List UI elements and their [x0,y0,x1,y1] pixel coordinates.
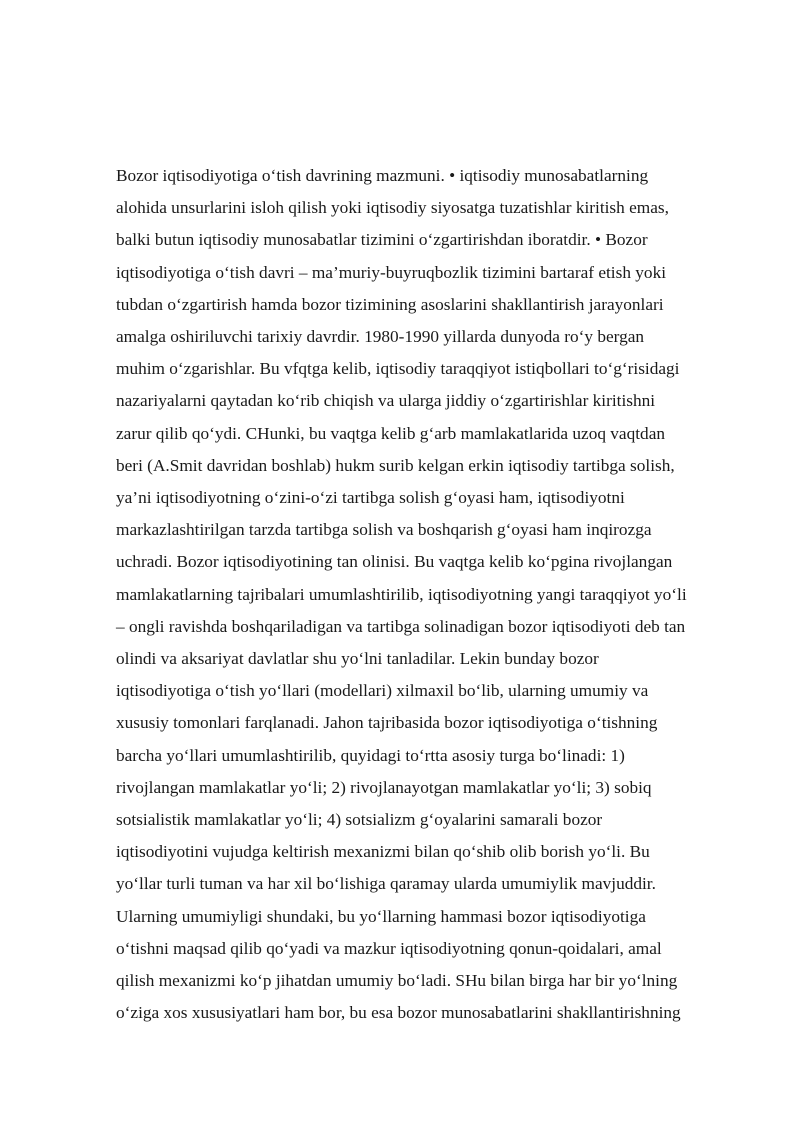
text-line: yo‘llar turli tuman va har xil bo‘lishiga qaramay ularda umumiylik mavjuddir. [116,874,656,894]
text-line: tubdan o‘zgartirish hamda bozor tizimining asoslarini shakllantirish jarayonlari [116,294,664,314]
text-line: iqtisodiyotiga o‘tish yo‘llari (modellari) xilmaxil bo‘lib, ularning umumiy va [116,681,649,701]
text-line: o‘tishni maqsad qilib qo‘yadi va mazkur iqtisodiyotning qonun-qoidalari, amal [116,938,662,958]
text-line: qilish mexanizmi ko‘p jihatdan umumiy bo‘ladi. SHu bilan birga har bir yo‘lning [116,971,678,991]
text-line: rivojlangan mamlakatlar yo‘li; 2) rivojlanayotgan mamlakatlar yo‘li; 3) sobiq [116,777,652,797]
text-line: Bozor iqtisodiyotiga o‘tish davrining mazmuni. • iqtisodiy munosabatlarning [116,166,649,185]
text-line: o‘ziga xos xususiyatlari ham bor, bu esa bozor munosabatlarini shakllantirishning [116,1003,681,1023]
text-line: muhim o‘zgarishlar. Bu vfqtga kelib, iqtisodiy taraqqiyot istiqbollari to‘g‘risidagi [116,359,680,379]
text-line: nazariyalarni qaytadan ko‘rib chiqish va ularga jiddiy o‘zgartirishlar kiritishni [116,391,656,411]
text-line: iqtisodiyotini vujudga keltirish mexanizmi bilan qo‘shib olib borish yo‘li. Bu [116,842,650,862]
text-line: ya’ni iqtisodiyotning o‘zini-o‘zi tartibga solish g‘oyasi ham, iqtisodiyotni [116,488,625,508]
text-line: Ularning umumiyligi shundaki, bu yo‘llarning hammasi bozor iqtisodiyotiga [116,906,646,926]
text-line: – ongli ravishda boshqariladigan va tartibga solinadigan bozor iqtisodiyoti deb tan [116,616,686,636]
text-line: alohida unsurlarini isloh qilish yoki iqtisodiy siyosatga tuzatishlar kiritish emas, [116,198,669,218]
text-line: barcha yo‘llari umumlashtirilib, quyidagi to‘rtta asosiy turga bo‘linadi: 1) [116,745,625,765]
text-line: xususiy tomonlari farqlanadi. Jahon tajribasida bozor iqtisodiyotiga o‘tishning [116,713,658,733]
text-line: mamlakatlarning tajribalari umumlashtirilib, iqtisodiyotning yangi taraqqiyot yo‘li [116,584,687,604]
text-line: beri (A.Smit davridan boshlab) hukm surib kelgan erkin iqtisodiy tartibga solish, [116,455,675,475]
text-line: amalga oshiriluvchi tarixiy davrdir. 1980-1990 yillarda dunyoda ro‘y bergan [116,327,645,347]
text-line: iqtisodiyotiga o‘tish davri – ma’muriy-buyruqbozlik tizimini bartaraf etish yoki [116,262,667,282]
text-line: sotsialistik mamlakatlar yo‘li; 4) sotsializm g‘oyalarini samarali bozor [116,810,603,830]
text-line: balki butun iqtisodiy munosabatlar tizimini o‘zgartirishdan iboratdir. • Bozor [116,230,648,250]
text-line: markazlashtirilgan tarzda tartibga solish va boshqarish g‘oyasi ham inqirozga [116,520,652,540]
text-line: zarur qilib qo‘ydi. CHunki, bu vaqtga kelib g‘arb mamlakatlarida uzoq vaqtdan [116,423,666,443]
text-line: uchradi. Bozor iqtisodiyotining tan olinisi. Bu vaqtga kelib ko‘pgina rivojlangan [116,552,673,572]
text-line: olindi va aksariyat davlatlar shu yo‘lni tanladilar. Lekin bunday bozor [116,649,599,669]
body-paragraph [116,160,740,1029]
